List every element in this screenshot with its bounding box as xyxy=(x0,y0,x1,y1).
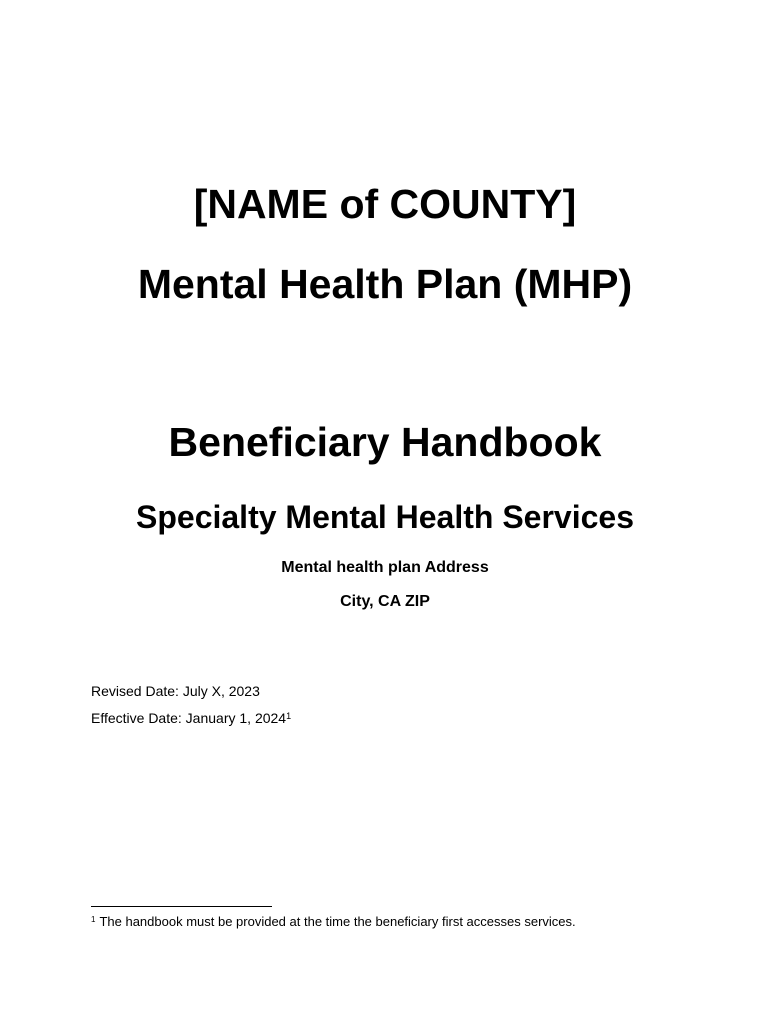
county-name-title: [NAME of COUNTY] xyxy=(193,181,577,227)
footnote-marker: 1 xyxy=(91,915,96,924)
effective-date-line xyxy=(91,708,291,728)
plan-title: Mental Health Plan (MHP) xyxy=(137,261,633,307)
footnote-text: The handbook must be provided at the time the beneficiary first accesses services. xyxy=(99,914,576,929)
footnote-reference: 1 xyxy=(286,711,292,721)
plan-address: Mental health plan Address xyxy=(281,559,489,576)
handbook-title: Beneficiary Handbook xyxy=(168,419,602,465)
revised-date: Revised Date: July X, 2023 xyxy=(91,683,260,699)
footnote-divider xyxy=(91,906,272,907)
effective-date: Effective Date: January 1, 2024 xyxy=(91,710,287,726)
services-subtitle: Specialty Mental Health Services xyxy=(136,499,634,535)
footnote xyxy=(91,913,576,931)
plan-city-state-zip: City, CA ZIP xyxy=(340,593,430,610)
